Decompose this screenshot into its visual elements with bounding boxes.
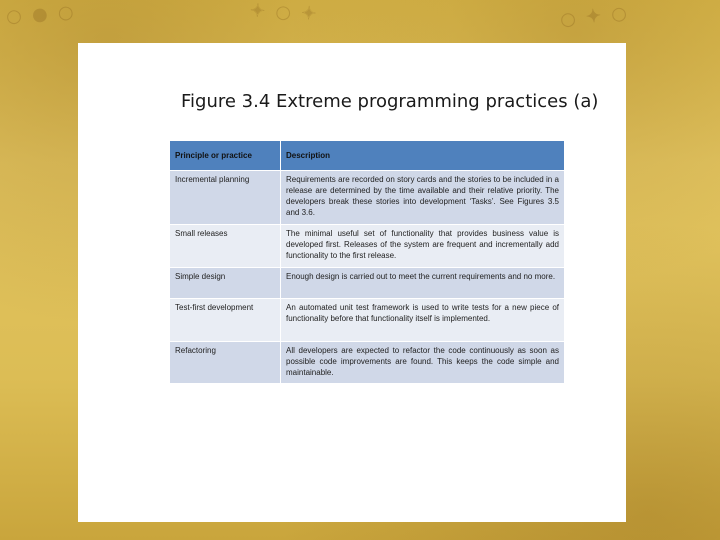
table-row — [170, 225, 565, 268]
description-cell: All developers are expected to refactor the code continuously as soon as possible code improvements are found. This keeps the code simple and maintainable. — [281, 342, 565, 384]
background-stamp-decoration: ○ ● ○ — [5, 1, 77, 28]
practice-cell: Simple design — [170, 268, 281, 299]
slide — [78, 43, 626, 522]
background-stamp-decoration: ○ ✦ ○ — [559, 2, 630, 31]
practice-cell: Refactoring — [170, 342, 281, 384]
table-row — [170, 299, 565, 342]
table-row — [170, 171, 565, 225]
practice-cell: Incremental planning — [170, 171, 281, 225]
background-stamp-decoration: ✦ ○ ✦ — [249, 0, 319, 25]
table-row — [170, 268, 565, 299]
practice-cell: Test-first development — [170, 299, 281, 342]
description-cell: Enough design is carried out to meet the current requirements and no more. — [281, 268, 565, 299]
table-header-row — [170, 141, 565, 171]
figure-title: Figure 3.4 Extreme programming practices (a) — [181, 91, 599, 112]
practice-cell: Small releases — [170, 225, 281, 268]
description-cell: Requirements are recorded on story cards and the stories to be included in a release are determined by the time available and their relative priority. The developers break these stories into development ‘Tasks’. See Figures 3.5 and 3.6. — [281, 171, 565, 225]
header-description: Description — [281, 141, 565, 171]
description-cell: An automated unit test framework is used to write tests for a new piece of functionality before that functionality itself is implemented. — [281, 299, 565, 342]
xp-practices-table — [169, 140, 565, 384]
table-row — [170, 342, 565, 384]
description-cell: The minimal useful set of functionality that provides business value is developed first. Releases of the system are frequent and incrementally add functionality to the first release. — [281, 225, 565, 268]
header-principle: Principle or practice — [170, 141, 281, 171]
